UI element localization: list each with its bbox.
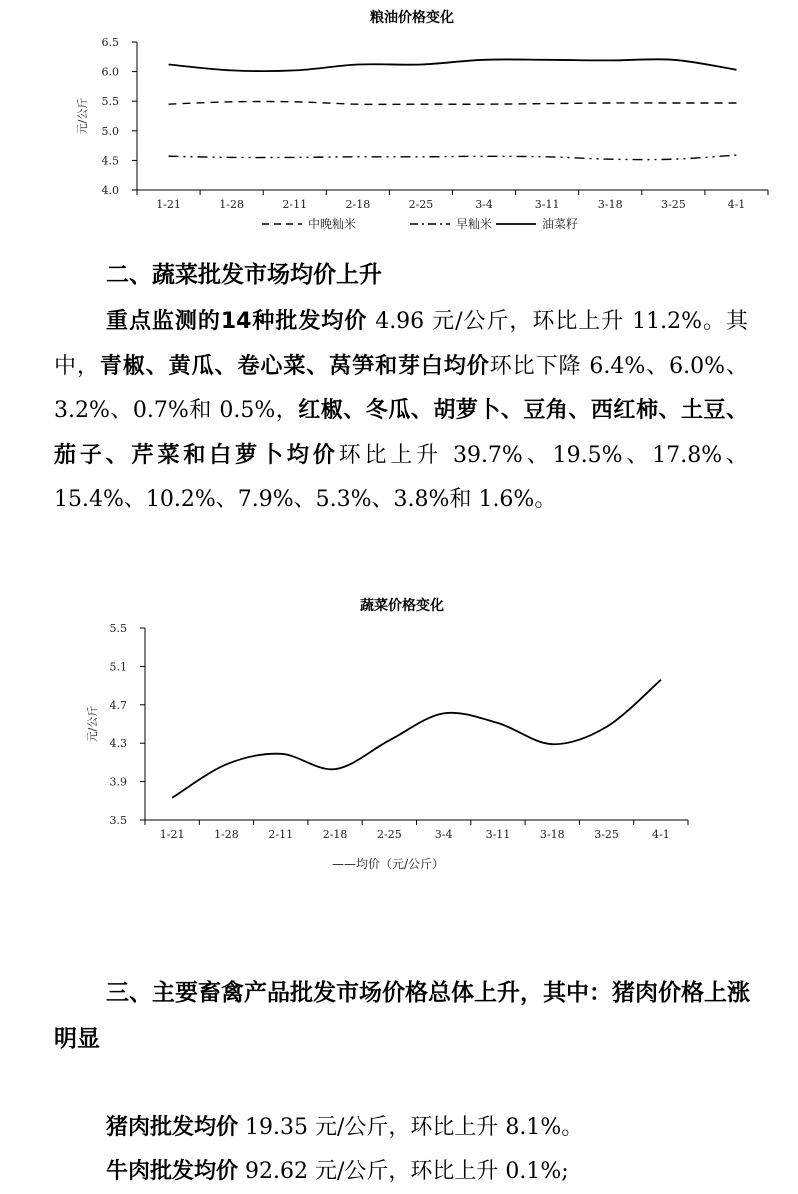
grain-oil-x-tick-label: 3-4 <box>475 198 493 211</box>
vegetable-x-tick-label: 2-18 <box>323 828 348 841</box>
beef-price-line <box>106 1150 569 1194</box>
veg-text-2: 环比下降 6.4%、6.0%、3.2%、0.7%和 0.5%， <box>54 354 748 424</box>
vegetable-x-tick-label: 2-11 <box>268 828 293 841</box>
vegetable-y-tick-label: 5.5 <box>110 622 128 635</box>
grain-oil-x-tick-label: 1-28 <box>219 198 244 211</box>
grain-oil-chart <box>0 0 798 240</box>
veg-text-bold-2: 青椒、黄瓜、卷心菜、莴笋和芽白均价 <box>100 354 490 379</box>
grain-oil-x-tick-label: 2-25 <box>409 198 434 211</box>
grain-oil-legend-label-3: 油菜籽 <box>542 216 578 231</box>
grain-oil-y-tick-label: 5.5 <box>102 95 120 108</box>
pork-value: 19.35 元/公斤，环比上升 8.1%。 <box>238 1115 583 1140</box>
beef-label: 牛肉批发均价 <box>106 1159 238 1184</box>
grain-oil-x-tick-label: 3-18 <box>598 198 623 211</box>
grain-oil-y-tick-label: 4.5 <box>102 154 120 167</box>
veg-text-bold-3: 红椒、冬瓜、胡萝卜、豆角、西红柿、土豆、茄子、芹菜和白萝卜均价 <box>54 398 748 468</box>
vegetable-section-heading: 二、蔬菜批发市场均价上升 <box>106 253 382 297</box>
vegetable-chart <box>0 590 798 880</box>
grain-oil-legend-label-1: 中晚籼米 <box>308 216 356 231</box>
vegetable-x-tick-label: 2-25 <box>377 828 402 841</box>
vegetable-x-tick-label: 3-4 <box>435 828 453 841</box>
vegetable-y-tick-label: 3.5 <box>110 814 128 827</box>
vegetable-x-tick-label: 1-21 <box>160 828 185 841</box>
vegetable-y-tick-label: 5.1 <box>110 660 128 673</box>
veg-text-3: 环比上升 39.7%、19.5%、17.8%、15.4%、10.2%、7.9%、5.3%、3.8%和 1.6%。 <box>54 443 748 513</box>
veg-text-1: 4.96 元/公斤，环比上升 11.2%。其中， <box>54 309 748 379</box>
vegetable-x-tick-label: 3-18 <box>540 828 565 841</box>
grain-oil-x-tick-label: 1-21 <box>156 198 181 211</box>
vegetable-title: 蔬菜价格变化 <box>359 597 444 614</box>
vegetable-y-tick-label: 4.3 <box>110 737 128 750</box>
grain-oil-series-line-1 <box>169 102 737 105</box>
grain-oil-x-tick-label: 2-18 <box>345 198 370 211</box>
grain-oil-x-tick-label: 4-1 <box>728 198 746 211</box>
grain-oil-y-tick-label: 6.5 <box>102 36 120 49</box>
vegetable-y-axis-label: 元/公斤 <box>86 706 99 743</box>
vegetable-x-tick-label: 3-25 <box>594 828 619 841</box>
vegetable-x-tick-label: 4-1 <box>652 828 670 841</box>
vegetable-chart-svg <box>0 590 798 880</box>
vegetable-paragraph <box>54 300 748 523</box>
grain-oil-y-tick-label: 5.0 <box>102 125 120 138</box>
grain-oil-series-line-2 <box>169 155 737 160</box>
grain-oil-x-tick-label: 2-11 <box>282 198 307 211</box>
grain-oil-series-line-3 <box>169 59 737 71</box>
veg-text-bold-1: 重点监测的14种批发均价 <box>106 309 367 334</box>
grain-oil-legend-label-2: 早籼米 <box>456 216 492 231</box>
vegetable-x-tick-label: 1-28 <box>214 828 239 841</box>
vegetable-x-tick-label: 3-11 <box>486 828 511 841</box>
grain-oil-y-tick-label: 4.0 <box>102 184 120 197</box>
vegetable-legend-label: ——均价（元/公斤） <box>332 857 444 871</box>
grain-oil-title: 粮油价格变化 <box>370 9 454 26</box>
vegetable-series-line-1 <box>172 680 661 798</box>
vegetable-y-tick-label: 4.7 <box>110 699 128 712</box>
pork-label: 猪肉批发均价 <box>106 1115 238 1140</box>
pork-price-line <box>106 1106 583 1150</box>
beef-value: 92.62 元/公斤，环比上升 0.1%; <box>238 1159 569 1184</box>
grain-oil-y-tick-label: 6.0 <box>102 66 120 79</box>
grain-oil-x-tick-label: 3-25 <box>661 198 686 211</box>
grain-oil-y-axis-label: 元/公斤 <box>76 98 89 135</box>
grain-oil-x-tick-label: 3-11 <box>535 198 560 211</box>
livestock-section-heading: 三、主要畜禽产品批发市场价格总体上升，其中：猪肉价格上涨明显 <box>54 970 750 1062</box>
vegetable-y-tick-label: 3.9 <box>110 776 128 789</box>
grain-oil-chart-svg <box>0 0 798 240</box>
